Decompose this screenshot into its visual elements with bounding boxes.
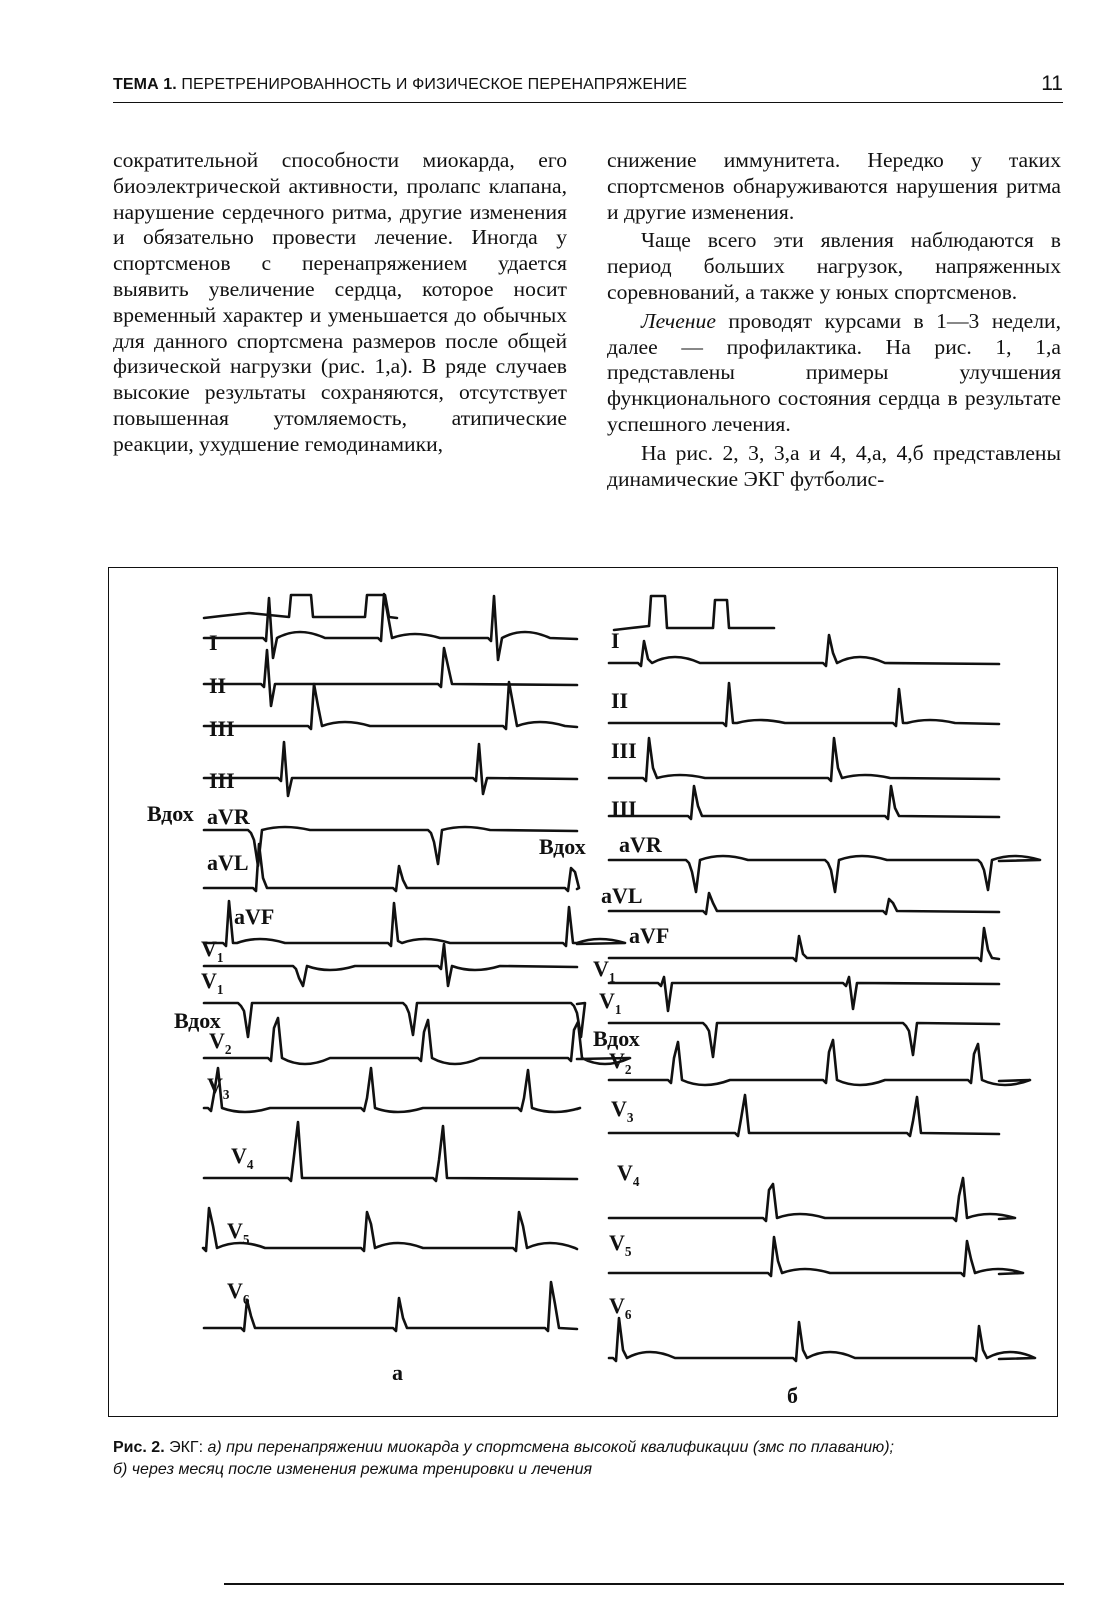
lead-label-a-15: $V_6$ (227, 1278, 250, 1307)
panel-a-label: а (392, 1360, 403, 1385)
right-paragraph-1: снижение иммунитета. Нередко у таких спортсменов обнаруживаются нарушения ритма и другие изменения. (607, 148, 1061, 224)
lead-label-a-8: $V_1$ (201, 936, 224, 965)
lead-label-a-7: aVF (234, 904, 275, 929)
lead-label-a-6: aVL (207, 850, 249, 875)
ecg-b-lead-3 (609, 738, 999, 781)
lead-label-a-2: III (209, 716, 235, 741)
lead-label-a-5: aVR (207, 804, 250, 829)
running-header (113, 72, 1063, 103)
ecg-a-v4 (204, 1122, 577, 1181)
left-column (113, 148, 567, 458)
ecg-a-v1 (204, 944, 577, 986)
ecg-b-lead-2 (609, 683, 999, 726)
ecg-a-v2 (204, 1018, 630, 1064)
ecg-a-lead-3b (204, 742, 577, 796)
ecg-traces (109, 568, 1059, 1418)
ecg-a-avl (204, 844, 579, 891)
lead-label-b-13: $V_4$ (617, 1160, 640, 1189)
ecg-a-v3 (204, 1068, 580, 1112)
lead-label-b-14: $V_5$ (609, 1230, 632, 1259)
ecg-b-v5 (609, 1237, 1023, 1276)
ecg-a-lead-2 (204, 648, 577, 706)
ecg-a-lead-3 (204, 682, 577, 729)
topic-label: ТЕМА 1. (113, 76, 177, 93)
calibration-pulse-a (204, 595, 397, 618)
ecg-b-avl (609, 893, 999, 914)
lead-label-a-14: $V_5$ (227, 1218, 250, 1247)
ecg-b-v2 (609, 1040, 1030, 1085)
right-column (607, 148, 1061, 492)
calibration-pulse-b (614, 596, 774, 630)
lead-label-b-1: II (611, 688, 629, 713)
caption-part-a: а) при перенапряжении миокарда у спортсмена высокой квалификации (змс по плаванию); (207, 1439, 894, 1456)
ecg-b-v6 (609, 1318, 1035, 1361)
lead-label-a-13: $V_4$ (231, 1143, 254, 1172)
lead-label-b-0: I (611, 628, 620, 653)
lead-label-b-5: aVR (619, 832, 662, 857)
ecg-a-v6 (204, 1282, 577, 1331)
right-paragraph-2: Чаще всего эти явления наблюдаются в период больших нагрузок, напряженных соревнований, а также у юных спортсменов. (607, 228, 1061, 304)
ecg-b-lead-1 (609, 635, 999, 666)
ecg-b-lead-3b (609, 786, 999, 819)
lead-label-a-11: $V_2$ (209, 1028, 232, 1057)
running-title (113, 76, 687, 94)
lead-label-b-15: $V_6$ (609, 1293, 632, 1322)
lead-label-b-12: $V_3$ (611, 1096, 634, 1125)
lead-label-b-7: aVF (629, 923, 670, 948)
ecg-b-avr (609, 856, 1040, 892)
figure-caption (113, 1437, 1063, 1481)
ecg-b-v1b (609, 1023, 999, 1057)
topic-title: ПЕРЕТРЕНИРОВАННОСТЬ И ФИЗИЧЕСКОЕ ПЕРЕНАПРЯЖЕНИЕ (181, 76, 688, 93)
ecg-b-v4 (609, 1178, 1015, 1221)
lead-label-a-3: III (209, 768, 235, 793)
caption-part-b: б) через месяц после изменения режима тренировки и лечения (113, 1461, 593, 1478)
right-paragraph-3 (607, 309, 1061, 438)
lead-label-a-10: Вдох (174, 1008, 221, 1033)
page-number: 11 (1041, 72, 1063, 95)
lead-label-b-11: $V_2$ (609, 1048, 632, 1077)
ecg-b-v1 (609, 977, 999, 1011)
ecg-a-lead-1 (204, 594, 577, 660)
ecg-b-v3 (609, 1095, 999, 1136)
lead-label-b-2: III (611, 738, 637, 763)
caption-prefix: Рис. 2. (113, 1439, 165, 1456)
lead-label-b-3: III (611, 796, 637, 821)
ecg-a-v5 (203, 1208, 577, 1251)
treatment-text: проводят курсами в 1—3 недели, далее — профилактика. На рис. 1, 1,а представлены примеры улучшения функционального состояния сердца в результате успешного лечения. (607, 308, 1061, 436)
left-paragraph: сократительной способности миокарда, его биоэлектрической активности, пролапс клапана, нарушение сердечного ритма, другие изменения и обязательно провести лечение. Иногда у спортсменов с перенапряжением удается выявить увеличение сердца, которое носит временный характер и уменьшается до обычных для данного спортсмена размеров после общей физической нагрузки (рис. 1,а). В ряде случаев высокие результаты сохраняются, отсутствует повышенная утомляемость, атипические реакции, ухудшение гемодинамики, (113, 148, 567, 456)
panel-b-label: б (787, 1383, 798, 1408)
lead-label-a-1: II (209, 673, 227, 698)
lead-label-a-12: $V_3$ (207, 1073, 230, 1102)
lead-label-b-10: Вдох (593, 1026, 640, 1051)
lead-label-a-4: Вдох (147, 801, 194, 826)
ecg-a-v1b (204, 1003, 585, 1037)
bottom-rule (224, 1583, 1064, 1585)
treatment-term: Лечение (641, 308, 716, 333)
right-paragraph-4: На рис. 2, 3, 3,а и 4, 4,а, 4,б представлены динамические ЭКГ футболис- (607, 440, 1061, 491)
ecg-figure (108, 567, 1058, 1417)
caption-lead: ЭКГ: (164, 1439, 208, 1456)
lead-label-b-8: $V_1$ (593, 956, 616, 985)
lead-label-b-6: aVL (601, 883, 643, 908)
lead-label-a-0: I (209, 630, 218, 655)
lead-label-a-9: $V_1$ (201, 968, 224, 997)
lead-label-b-9: $V_1$ (599, 988, 622, 1017)
lead-label-b-4: Вдох (539, 834, 586, 859)
